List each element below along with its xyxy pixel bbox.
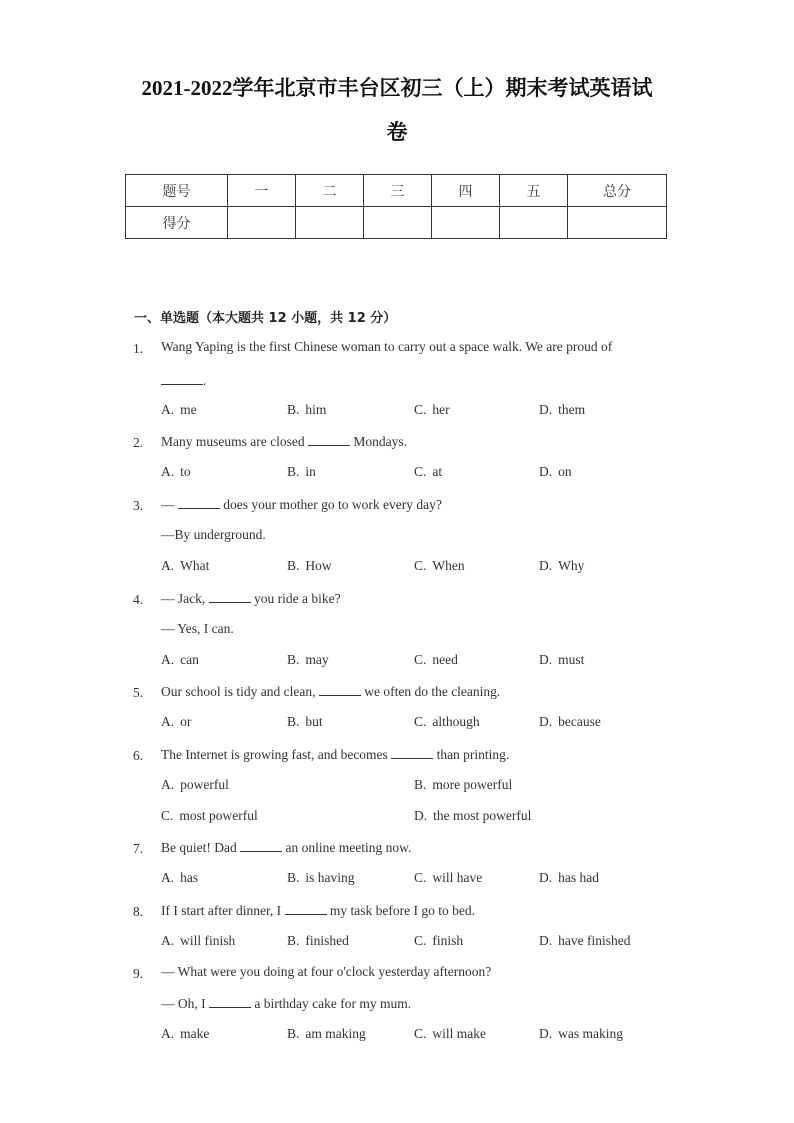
- option-text: finish: [432, 933, 464, 948]
- question-number: 8.: [133, 904, 144, 919]
- option-text: has had: [558, 870, 599, 885]
- answer-blank: [285, 902, 327, 915]
- option-letter: A.: [161, 402, 175, 417]
- option-text: in: [305, 464, 316, 479]
- option-letter: B.: [287, 714, 300, 729]
- option-letter: B.: [287, 652, 300, 667]
- question-text: [161, 621, 234, 637]
- option-letter: B.: [287, 1026, 300, 1041]
- option-letter: D.: [539, 714, 553, 729]
- answer-option: [161, 714, 191, 730]
- option-letter: C.: [414, 558, 427, 573]
- option-text: to: [180, 464, 191, 479]
- option-letter: B.: [287, 464, 300, 479]
- question-text-fragment: Our school is tidy and clean,: [161, 684, 319, 699]
- option-letter: D.: [414, 808, 428, 823]
- option-letter: A.: [161, 933, 175, 948]
- option-text: most powerful: [179, 808, 258, 823]
- answer-option: [414, 870, 482, 886]
- question-text: [161, 995, 411, 1012]
- option-text: will make: [432, 1026, 487, 1041]
- option-text: at: [432, 464, 443, 479]
- answer-option: [287, 402, 326, 418]
- option-text: was making: [558, 1026, 623, 1041]
- question-text: [161, 746, 509, 763]
- answer-option: [414, 933, 463, 949]
- option-letter: A.: [161, 652, 175, 667]
- score-table-cell: 题号: [126, 175, 228, 207]
- option-letter: B.: [414, 777, 427, 792]
- answer-option: [161, 464, 191, 480]
- option-text: but: [305, 714, 323, 729]
- option-text: finished: [305, 933, 349, 948]
- score-table-empty-cell: [568, 207, 667, 239]
- question-text-fragment: my task before I go to bed.: [326, 903, 475, 918]
- option-letter: C.: [414, 870, 427, 885]
- answer-option: [539, 558, 584, 574]
- answer-option: [287, 933, 349, 949]
- option-text: What: [180, 558, 210, 573]
- question-text-fragment: The Internet is growing fast, and becomes: [161, 747, 392, 762]
- answer-option: [161, 933, 235, 949]
- answer-option: [539, 652, 584, 668]
- answer-blank: [391, 746, 433, 759]
- exam-title-line-2: 卷: [386, 120, 408, 144]
- answer-option: [414, 1026, 486, 1042]
- question-number: 4.: [133, 592, 144, 607]
- option-letter: D.: [539, 933, 553, 948]
- option-text: must: [558, 652, 585, 667]
- answer-blank: [209, 590, 251, 603]
- score-table-cell: 一: [228, 175, 296, 207]
- option-letter: D.: [539, 558, 553, 573]
- question-text-fragment: If I start after dinner, I: [161, 903, 285, 918]
- score-table-cell: 五: [500, 175, 568, 207]
- option-text: her: [432, 402, 450, 417]
- option-text: the most powerful: [433, 808, 532, 823]
- option-text: need: [432, 652, 458, 667]
- question-number: 7.: [133, 841, 144, 856]
- answer-option: [287, 652, 329, 668]
- option-letter: B.: [287, 402, 300, 417]
- question-text-fragment: .: [203, 373, 207, 388]
- option-text: them: [558, 402, 586, 417]
- option-letter: D.: [539, 1026, 553, 1041]
- score-table-empty-cell: [364, 207, 432, 239]
- option-text: have finished: [558, 933, 631, 948]
- answer-option: [414, 464, 442, 480]
- option-letter: D.: [539, 464, 553, 479]
- option-letter: C.: [414, 652, 427, 667]
- option-text: me: [180, 402, 197, 417]
- option-text: powerful: [180, 777, 229, 792]
- option-text: When: [432, 558, 465, 573]
- option-letter: A.: [161, 558, 175, 573]
- option-text: may: [305, 652, 329, 667]
- question-number: 5.: [133, 685, 144, 700]
- question-text-fragment: does your mother go to work every day?: [219, 497, 442, 512]
- option-letter: D.: [539, 402, 553, 417]
- score-table-cell: 总分: [568, 175, 667, 207]
- answer-option: [539, 464, 572, 480]
- answer-option: [414, 652, 458, 668]
- answer-blank: [319, 683, 361, 696]
- question-text: [161, 964, 491, 980]
- score-table-cell: 三: [364, 175, 432, 207]
- question-text-fragment: —: [161, 497, 178, 512]
- question-number: 9.: [133, 966, 144, 981]
- answer-option: [414, 558, 465, 574]
- question-text-fragment: — Yes, I can.: [161, 621, 234, 636]
- option-text: him: [305, 402, 327, 417]
- answer-blank: [209, 995, 251, 1008]
- option-text: although: [432, 714, 480, 729]
- answer-option: [161, 652, 199, 668]
- option-text: How: [305, 558, 332, 573]
- question-text-fragment: a birthday cake for my mum.: [251, 996, 412, 1011]
- answer-option: [539, 714, 601, 730]
- question-text: [161, 496, 442, 513]
- question-text: [161, 590, 341, 607]
- option-letter: A.: [161, 870, 175, 885]
- question-number: 2.: [133, 435, 144, 450]
- question-text-fragment: than printing.: [433, 747, 510, 762]
- answer-option: [539, 402, 585, 418]
- section-heading: 一、单选题（本大题共 12 小题，共 12 分）: [134, 311, 397, 326]
- option-text: on: [558, 464, 572, 479]
- question-text-fragment: we often do the cleaning.: [360, 684, 501, 699]
- answer-blank: [161, 372, 203, 385]
- option-letter: B.: [287, 558, 300, 573]
- option-letter: C.: [414, 933, 427, 948]
- answer-option: [161, 402, 197, 418]
- answer-option: [287, 714, 323, 730]
- question-text-fragment: — Jack,: [161, 591, 209, 606]
- option-letter: C.: [414, 1026, 427, 1041]
- answer-option: [414, 402, 450, 418]
- question-number: 3.: [133, 498, 144, 513]
- answer-option: [161, 1026, 209, 1042]
- answer-option: [161, 558, 209, 574]
- answer-blank: [240, 839, 282, 852]
- answer-option: [539, 933, 630, 949]
- question-text: [161, 683, 500, 700]
- question-text-fragment: an online meeting now.: [282, 840, 412, 855]
- option-text: is having: [305, 870, 355, 885]
- answer-option: [161, 777, 229, 793]
- score-table-cell: 二: [296, 175, 364, 207]
- option-letter: C.: [414, 402, 427, 417]
- answer-option: [287, 870, 355, 886]
- option-letter: C.: [161, 808, 174, 823]
- question-text-fragment: Wang Yaping is the first Chinese woman to carry out a space walk. We are proud of: [161, 339, 613, 354]
- exam-title-line-1: 2021-2022学年北京市丰台区初三（上）期末考试英语试: [141, 76, 653, 100]
- option-letter: A.: [161, 1026, 175, 1041]
- question-number: 1.: [133, 341, 144, 356]
- score-table-empty-cell: [500, 207, 568, 239]
- answer-option: [287, 464, 316, 480]
- score-table-empty-cell: [228, 207, 296, 239]
- option-letter: A.: [161, 464, 175, 479]
- score-table-empty-cell: [296, 207, 364, 239]
- question-text-fragment: —By underground.: [161, 527, 266, 542]
- option-text: am making: [305, 1026, 366, 1041]
- answer-blank: [178, 496, 220, 509]
- question-text: [161, 339, 612, 355]
- score-table-score-row: [126, 207, 667, 239]
- answer-option: [414, 714, 480, 730]
- answer-option: [414, 808, 531, 824]
- option-letter: A.: [161, 714, 175, 729]
- score-table-cell: 四: [432, 175, 500, 207]
- answer-option: [287, 558, 332, 574]
- exam-title: [100, 66, 694, 154]
- answer-option: [287, 1026, 366, 1042]
- question-text: [161, 839, 411, 856]
- score-table-header-row: [126, 175, 667, 207]
- option-text: more powerful: [432, 777, 513, 792]
- answer-option: [539, 1026, 623, 1042]
- option-letter: B.: [287, 933, 300, 948]
- question-text: [161, 372, 206, 389]
- answer-option: [539, 870, 599, 886]
- option-text: will finish: [180, 933, 236, 948]
- question-text-fragment: you ride a bike?: [250, 591, 341, 606]
- option-letter: D.: [539, 870, 553, 885]
- question-text-fragment: — What were you doing at four o'clock yesterday afternoon?: [161, 964, 492, 979]
- question-text-fragment: Many museums are closed: [161, 434, 308, 449]
- option-text: can: [180, 652, 199, 667]
- question-text: [161, 527, 266, 543]
- option-text: has: [180, 870, 199, 885]
- question-text-fragment: — Oh, I: [161, 996, 209, 1011]
- question-text: [161, 433, 407, 450]
- option-text: make: [180, 1026, 210, 1041]
- question-text-fragment: Be quiet! Dad: [161, 840, 241, 855]
- option-text: because: [558, 714, 601, 729]
- score-table: [125, 174, 667, 239]
- option-letter: B.: [287, 870, 300, 885]
- question-text-fragment: Mondays.: [349, 434, 407, 449]
- score-table-empty-cell: [432, 207, 500, 239]
- answer-option: [161, 808, 258, 824]
- option-letter: C.: [414, 714, 427, 729]
- option-text: or: [180, 714, 192, 729]
- option-text: will have: [432, 870, 483, 885]
- answer-blank: [308, 433, 350, 446]
- question-number: 6.: [133, 748, 144, 763]
- option-letter: D.: [539, 652, 553, 667]
- option-letter: A.: [161, 777, 175, 792]
- answer-option: [414, 777, 512, 793]
- score-table-cell: 得分: [126, 207, 228, 239]
- option-letter: C.: [414, 464, 427, 479]
- question-text: [161, 902, 475, 919]
- answer-option: [161, 870, 198, 886]
- option-text: Why: [558, 558, 585, 573]
